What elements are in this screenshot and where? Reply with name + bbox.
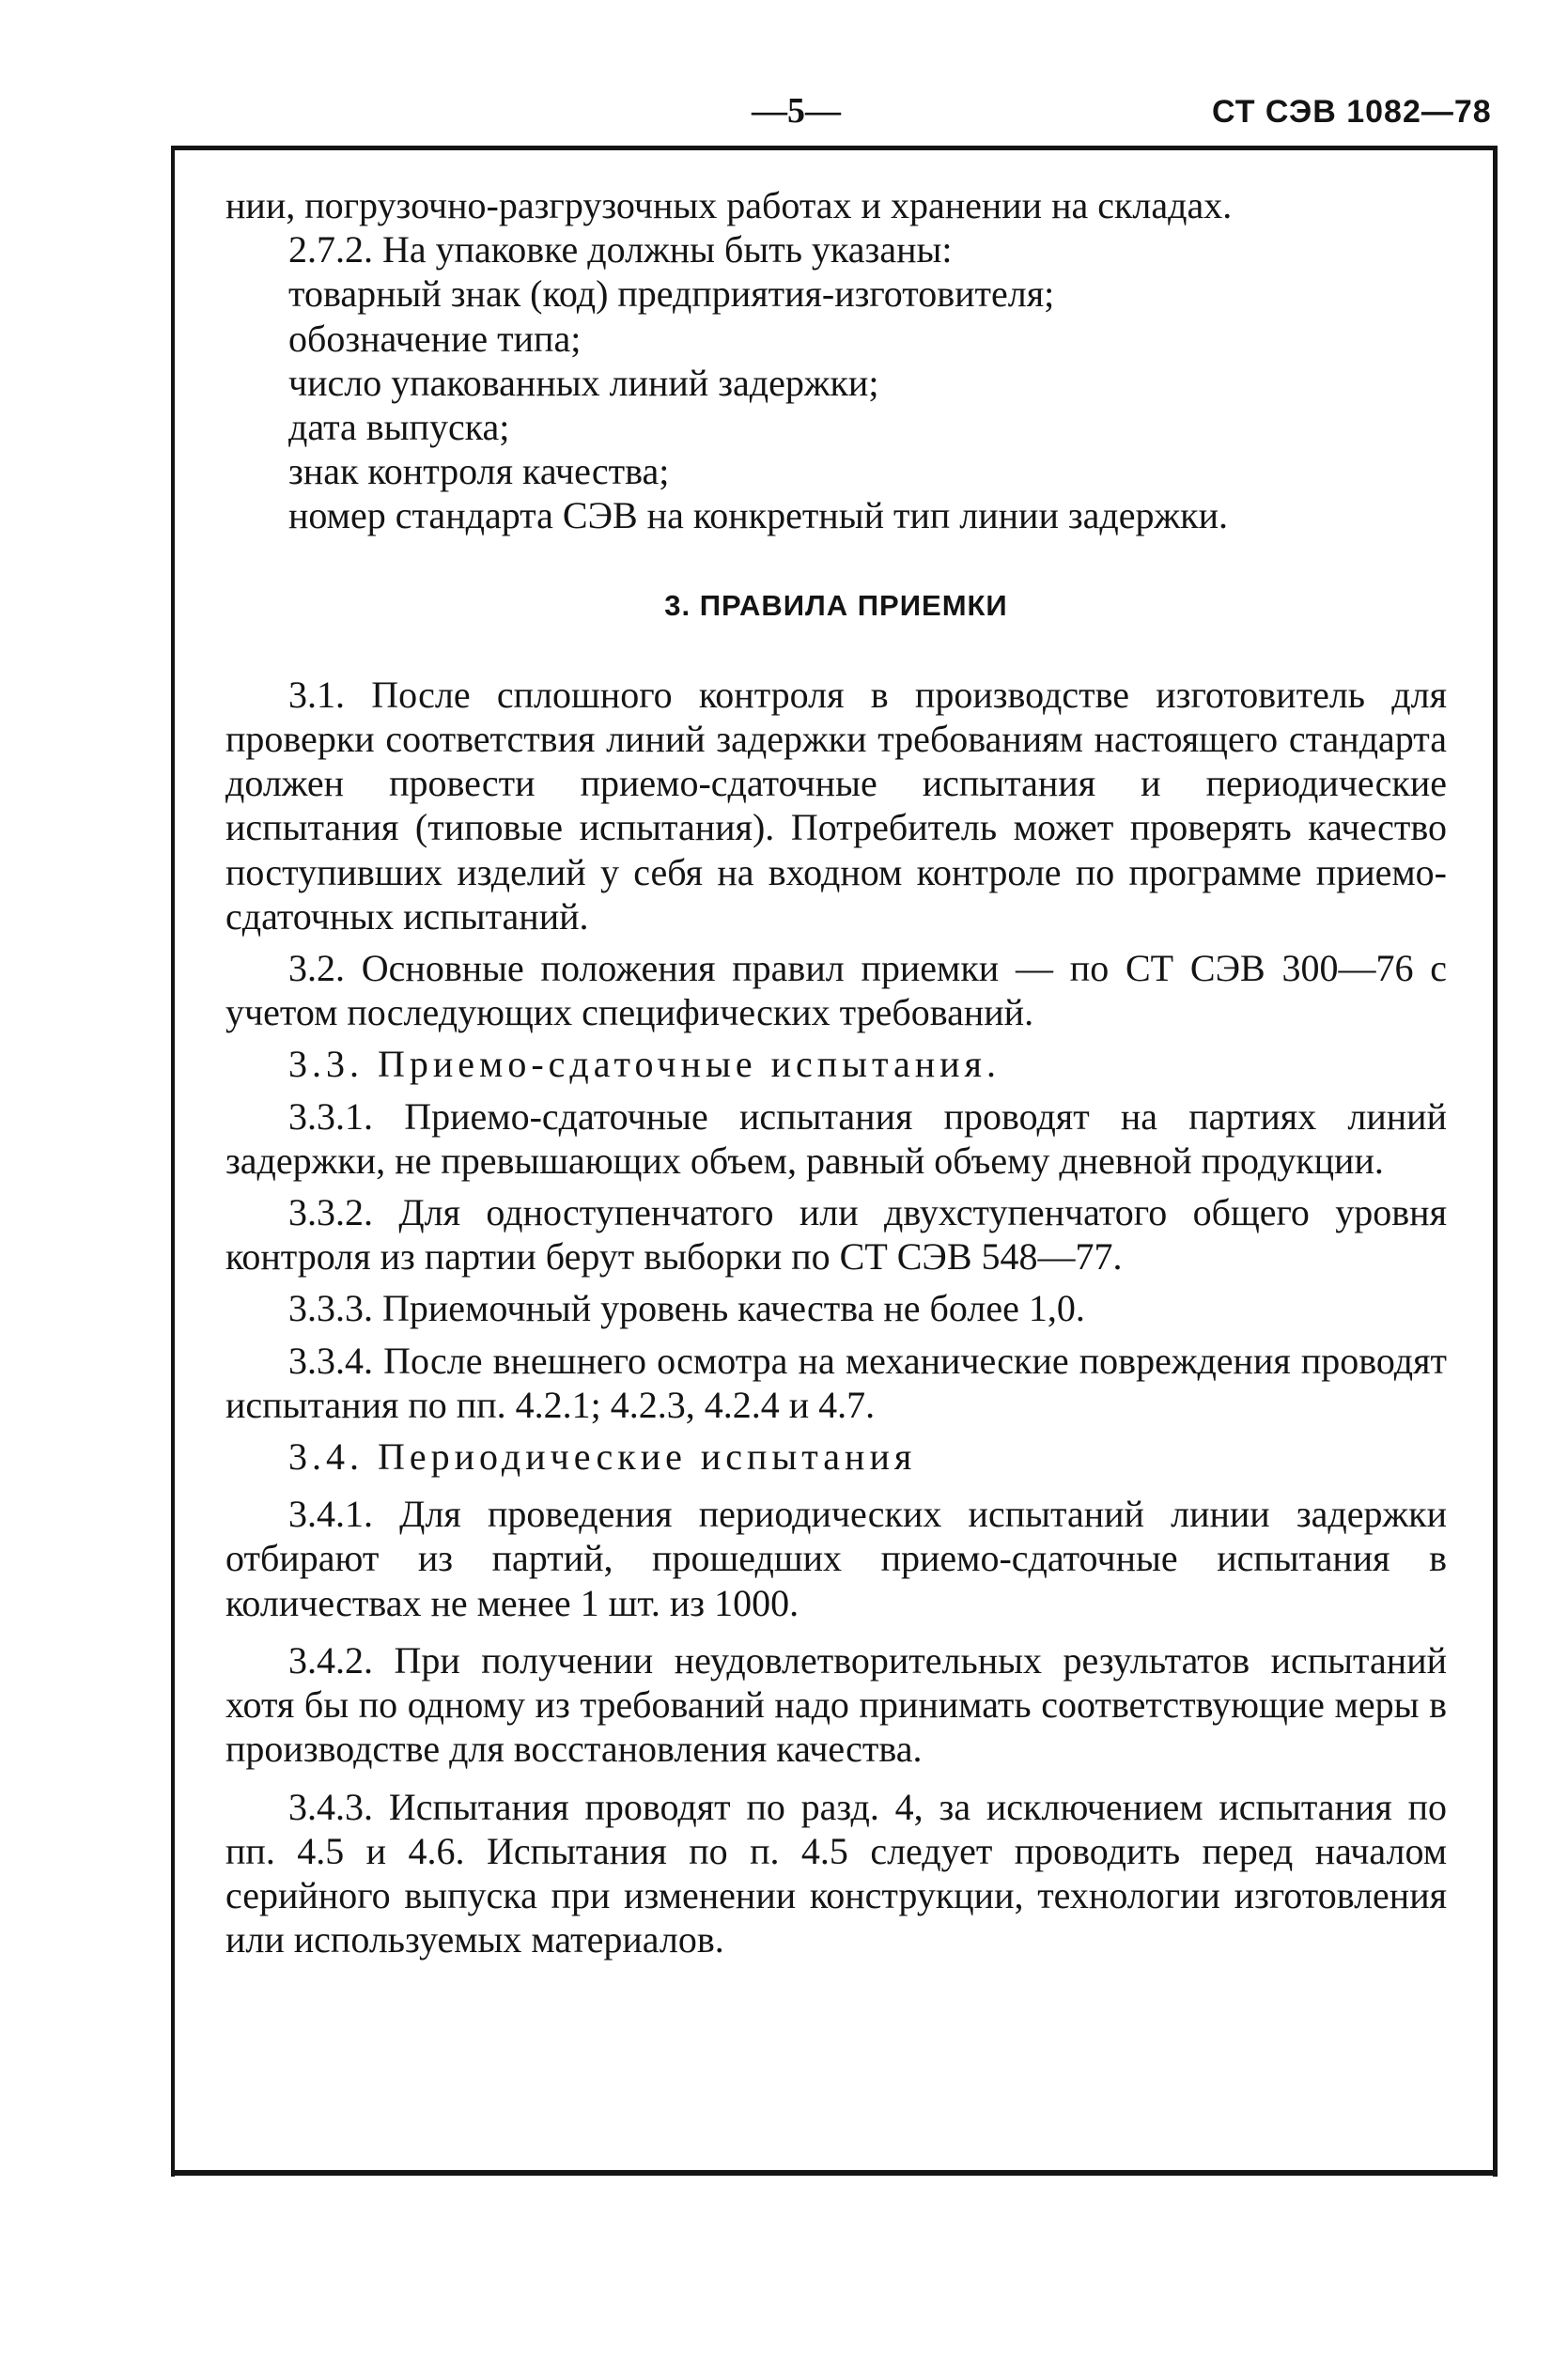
- paragraph-3-3: 3.3. Приемо-сдаточные испытания.: [288, 1043, 1001, 1086]
- section-title: 3. ПРАВИЛА ПРИЕМКИ: [664, 588, 1008, 622]
- frame-left-rule: [171, 146, 175, 2177]
- paragraph-3-4: 3.4. Периодические испытания: [288, 1435, 917, 1479]
- list-item: знак контроля качества;: [288, 450, 670, 493]
- paragraph-3-4-2: 3.4.2. При получении неудовлетворительных результатов испытаний хотя бы по одному из требований надо принимать соответствующие меры в производстве для восстановления качества.: [225, 1638, 1447, 1771]
- paragraph-3-1: 3.1. После сплошного контроля в производстве изготовитель для проверки соответствия линий задержки требованиям настоящего стандарта должен провести приемо-сдаточные испытания и периодические испытания (типовые испытания). Потребитель может проверять качество поступивших изделий у себя на входном контроле по программе приемо-сдаточных испытаний.: [225, 673, 1447, 938]
- paragraph-3-3-1: 3.3.1. Приемо-сдаточные испытания проводят на партиях линий задержки, не превышающих объем, равный объему дневной продукции.: [225, 1094, 1447, 1182]
- page-number: —5—: [752, 91, 841, 131]
- paragraph-3-4-3: 3.4.3. Испытания проводят по разд. 4, за исключением испытания по пп. 4.5 и 4.6. Испытания по п. 4.5 следует проводить перед началом серийного выпуска при изменении конструкции, технологии изготовления или используемых материалов.: [225, 1785, 1447, 1961]
- list-item: обозначение типа;: [288, 317, 582, 360]
- paragraph-continuation: нии, погрузочно-разгрузочных работах и хранении на складах.: [225, 184, 1233, 226]
- frame-right-rule: [1493, 146, 1498, 2177]
- list-item: число упакованных линий задержки;: [288, 361, 879, 404]
- list-item: дата выпуска;: [288, 406, 510, 449]
- list-item: номер стандарта СЭВ на конкретный тип линии задержки.: [288, 494, 1228, 537]
- frame-top-rule: [171, 146, 1498, 150]
- paragraph-3-3-2: 3.3.2. Для одноступенчатого или двухступенчатого общего уровня контроля из партии берут выборки по СТ СЭВ 548—77.: [225, 1191, 1447, 1279]
- paragraph-3-3-4: 3.3.4. После внешнего осмотра на механические повреждения проводят испытания по пп. 4.2.1; 4.2.3, 4.2.4 и 4.7.: [225, 1339, 1447, 1426]
- paragraph-3-2: 3.2. Основные положения правил приемки — по СТ СЭВ 300—76 с учетом последующих специфических требований.: [225, 947, 1447, 1034]
- frame-bottom-rule: [171, 2170, 1498, 2176]
- standard-code: СТ СЭВ 1082—78: [1212, 94, 1492, 130]
- document-body: [225, 183, 1447, 1961]
- paragraph-2-7-2: 2.7.2. На упаковке должны быть указаны:: [288, 228, 953, 271]
- paragraph-3-4-1: 3.4.1. Для проведения периодических испытаний линии задержки отбирают из партий, прошедших приемо-сдаточные испытания в количествах не менее 1 шт. из 1000.: [225, 1493, 1447, 1624]
- paragraph-3-3-3: 3.3.3. Приемочный уровень качества не более 1,0.: [288, 1287, 1085, 1330]
- list-item: товарный знак (код) предприятия-изготовителя;: [288, 272, 1055, 316]
